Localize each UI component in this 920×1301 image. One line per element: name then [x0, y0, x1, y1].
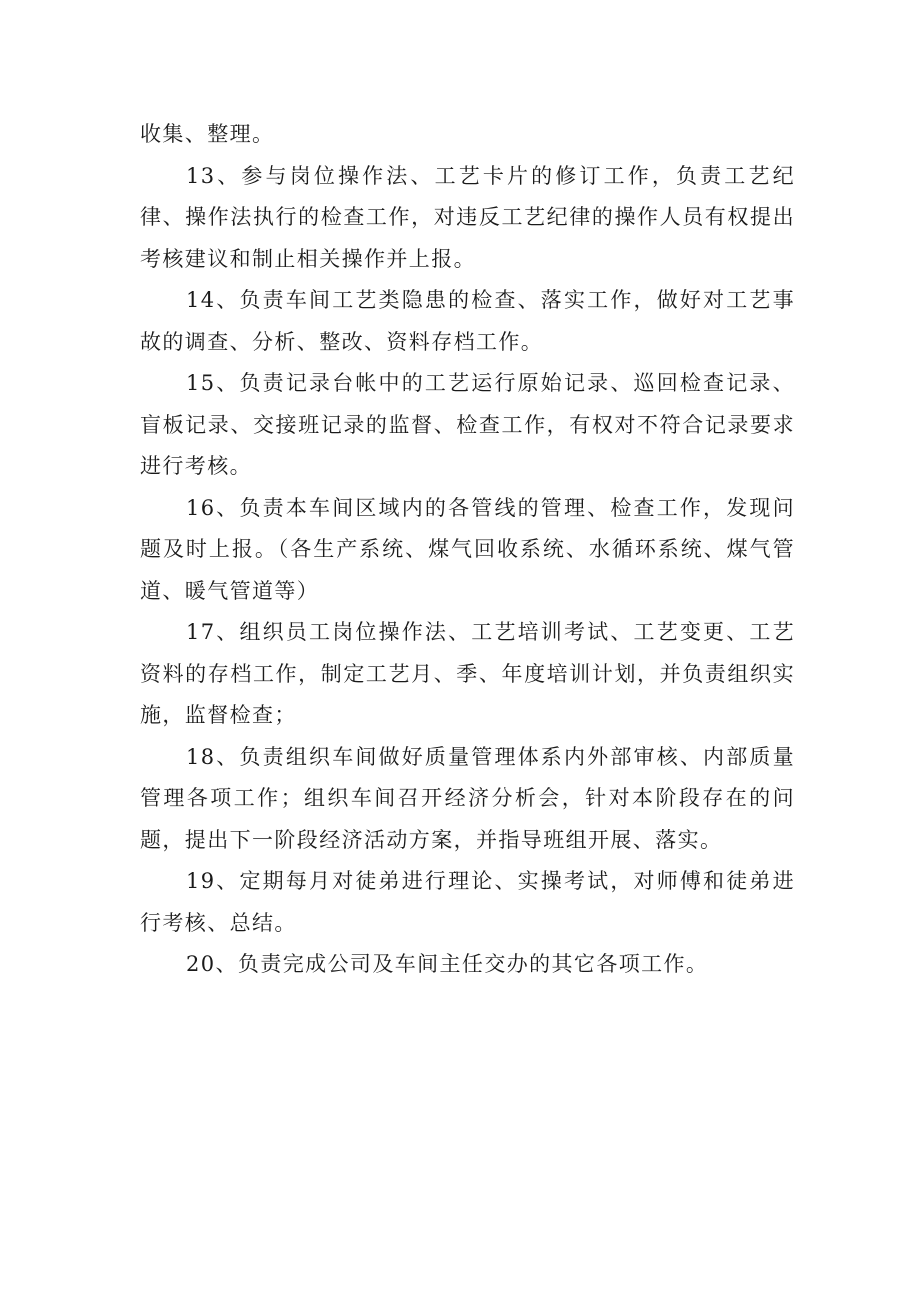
- paragraph-item-15: 15、负责记录台帐中的工艺运行原始记录、巡回检查记录、盲板记录、交接班记录的监督、检查工作，有权对不符合记录要求进行考核。: [140, 371, 795, 478]
- paragraph-item-17: 17、组织员工岗位操作法、工艺培训考试、工艺变更、工艺资料的存档工作，制定工艺月、季、年度培训计划，并负责组织实施，监督检查；: [140, 620, 795, 727]
- paragraph-item-16: 16、负责本车间区域内的各管线的管理、检查工作，发现问题及时上报。（各生产系统、煤气回收系统、水循环系统、煤气管道、暖气管道等）: [140, 495, 795, 603]
- document-body: [140, 114, 795, 986]
- paragraph-item-18: 18、负责组织车间做好质量管理体系内外部审核、内部质量管理各项工作；组织车间召开经济分析会，针对本阶段存在的问题，提出下一阶段经济活动方案，并指导班组开展、落实。: [140, 744, 795, 852]
- paragraph-item-14: 14、负责车间工艺类隐患的检查、落实工作，做好对工艺事故的调查、分析、整改、资料存档工作。: [140, 288, 795, 354]
- paragraph-item-20: 20、负责完成公司及车间主任交办的其它各项工作。: [186, 952, 709, 976]
- paragraph-continuation: 收集、整理。: [140, 122, 275, 146]
- paragraph-item-19: 19、定期每月对徒弟进行理论、实操考试，对师傅和徒弟进行考核、总结。: [140, 869, 795, 935]
- paragraph-item-13: 13、参与岗位操作法、工艺卡片的修订工作，负责工艺纪律、操作法执行的检查工作，对违反工艺纪律的操作人员有权提出考核建议和制止相关操作并上报。: [140, 163, 795, 271]
